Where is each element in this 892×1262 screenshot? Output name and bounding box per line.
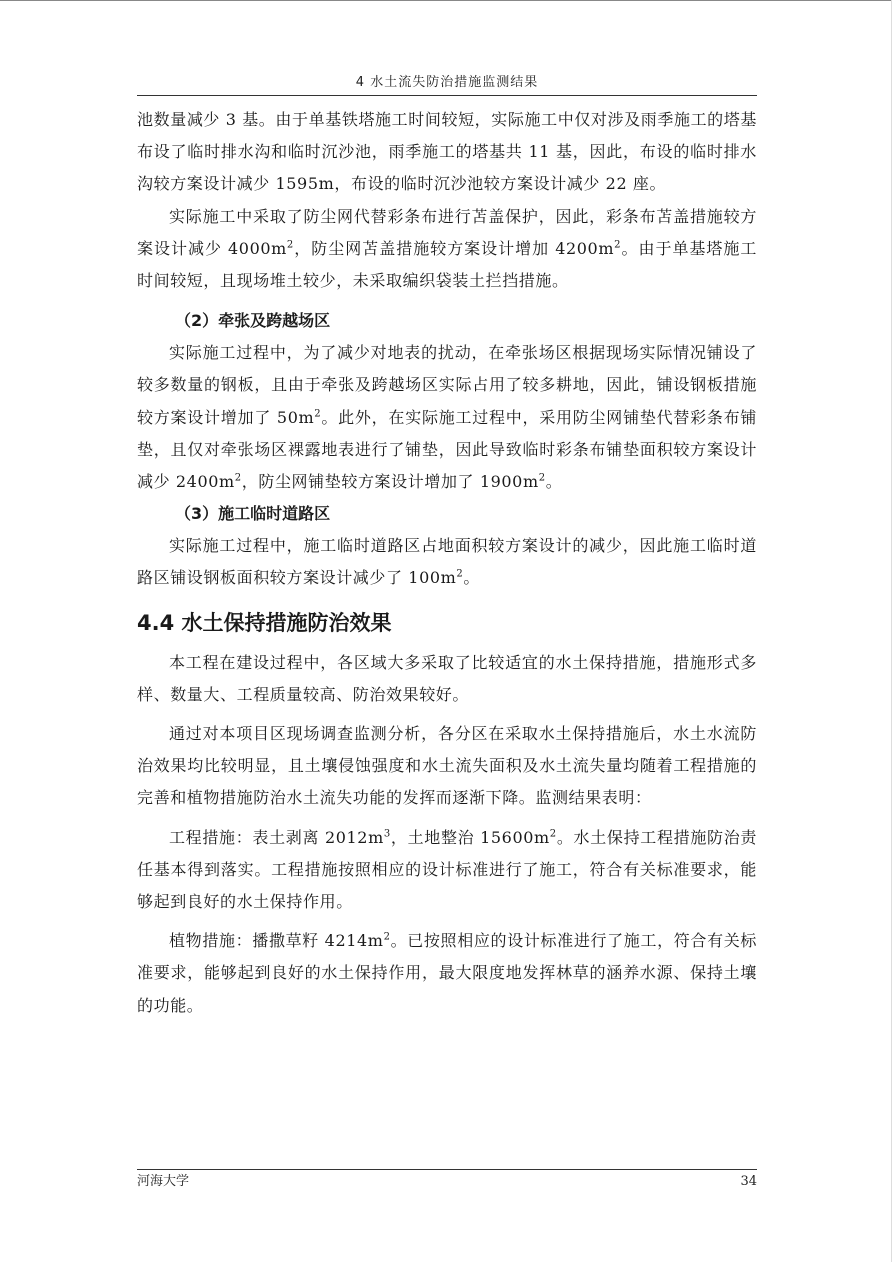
paragraph-monitoring: 通过对本项目区现场调查监测分析，各分区在采取水土保持措施后，水土水流防治效果均比较明显，且土壤侵蚀强度和水土流失面积及水土流失量均随着工程措施的完善和植物措施防治水土流失功能的发挥而逐渐下降。监测结果表明： [137,724,757,808]
superscript: 3 [383,828,391,840]
text-segment: 实际施工过程中，为了减少对地表的扰动，在牵张场区根据现场实际情况铺设了较多数量的钢板，且由于牵张及跨越场区实际占用了较多耕地，因此，铺设钢板措施较方案设计增加了 50m [137,343,757,427]
superscript: 2 [549,828,557,840]
text-segment: 。 [463,568,480,588]
text-segment: ，防尘网苫盖措施较方案设计增加 4200m [293,238,615,258]
page-top-border [0,0,892,1]
paragraph-tension-area [137,337,757,498]
paragraph-engineering-measures [137,822,757,919]
footer-institution: 河海大学 [137,1174,190,1189]
page-body [137,104,757,1022]
subheading-temp-road: （3）施工临时道路区 [175,504,331,524]
text-segment: 工程措施：表土剥离 2012m [169,827,384,847]
footer-rule [137,1169,757,1170]
section-heading: 4.4 水土保持措施防治效果 [137,610,392,635]
superscript: 2 [614,239,622,251]
text-segment: 实际施工中采取了防尘网代替彩条布进行苫盖保护，因此，彩条布苫盖措施较方案设计减少 4000m [137,206,757,258]
running-header: 4 水土流失防治措施监测结果 [355,75,539,90]
text-segment: 。已按照相应的设计标准进行了施工，符合有关标准要求，能够起到良好的水土保持作用，最大限度地发挥林草的涵养水源、保持土壤的功能。 [137,931,757,1015]
subheading-tension-area: （2）牵张及跨越场区 [175,311,331,331]
paragraph-continued: 池数量减少 3 基。由于单基铁塔施工时间较短，实际施工中仅对涉及雨季施工的塔基布设了临时排水沟和临时沉沙池，雨季施工的塔基共 11 基，因此，布设的临时排水沟较方案设计减少 1595m，布设的临时沉沙池较方案设计减少 22 座。 [137,110,757,194]
text-segment: 。由于单基塔施工时间较短，且现场堆土较少，未采取编织袋装土拦挡措施。 [137,238,757,291]
text-segment: 。 [545,472,563,492]
superscript: 2 [383,931,391,943]
superscript: 2 [286,239,294,251]
text-segment: 。此外，在实际施工过程中，采用防尘网铺垫代替彩条布铺垫，且仅对牵张场区裸露地表进行了铺垫，因此导致临时彩条布铺垫面积较方案设计减少 2400m [137,407,757,492]
text-segment: 植物措施：播撒草籽 4214m [169,931,384,951]
superscript: 2 [234,472,242,484]
text-segment: 。水土保持工程措施防治责任基本得到落实。工程措施按照相应的设计标准进行了施工，符合有关标准要求，能够起到良好的水土保持作用。 [137,827,758,912]
paragraph-plant-measures [137,925,757,1022]
paragraph-overview: 本工程在建设过程中，各区域大多采取了比较适宜的水土保持措施，措施形式多样、数量大、工程质量较高、防治效果较好。 [137,652,757,704]
superscript: 2 [456,569,464,581]
text-segment: ，土地整治 15600m [390,827,550,847]
superscript: 2 [538,472,546,484]
superscript: 2 [314,408,322,420]
paragraph-dust-net [137,201,757,298]
page-number: 34 [740,1174,757,1189]
text-segment: 实际施工过程中，施工临时道路区占地面积较方案设计的减少，因此施工临时道路区铺设钢板面积较方案设计减少了 100m [137,536,757,588]
header-rule [137,95,757,96]
text-segment: ，防尘网铺垫较方案设计增加了 1900m [241,472,539,492]
paragraph-temp-road [137,530,757,594]
